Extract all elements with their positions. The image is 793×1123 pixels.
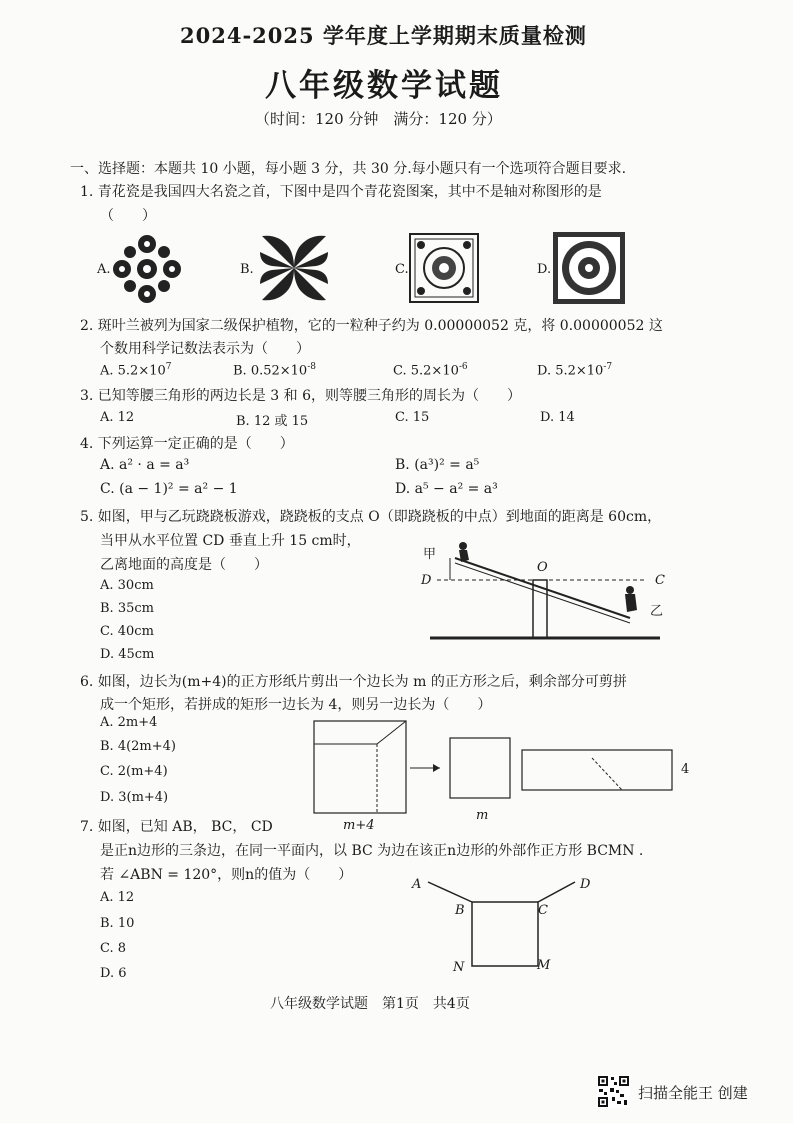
q5-option-b: B. 35cm xyxy=(100,601,154,616)
q7-label-a: A xyxy=(412,877,422,892)
q4-option-d: D. a⁵ − a² = a³ xyxy=(395,481,498,497)
q2-stem-line1: 2. 斑叶兰被列为国家二级保护植物，它的一粒种子约为 0.00000052 克，将 0.00000052 这 xyxy=(80,318,663,334)
q1-paren: （ ） xyxy=(100,208,156,224)
q7-label-d: D xyxy=(580,877,591,892)
q4-stem: 4. 下列运算一定正确的是（ ） xyxy=(80,436,294,452)
q3-option-d: D. 14 xyxy=(540,410,575,425)
q1-option-b-label: B. xyxy=(240,262,254,277)
q5-label-c: C xyxy=(655,573,665,588)
q1-pattern-c xyxy=(409,233,479,303)
section-heading: 一、选择题：本题共 10 小题，每小题 3 分，共 30 分.每小题只有一个选项符合题目要求. xyxy=(70,161,627,177)
q4-option-a: A. a² · a = a³ xyxy=(100,457,190,473)
q6-label-4: 4 xyxy=(681,762,690,777)
q2-option-c: C. $5.2\times 10^{-6}$ xyxy=(393,362,468,379)
q7-stem-line2: 是正n边形的三条边，在同一平面内，以 BC 为边在该正n边形的外部作正方形 BCMN . xyxy=(100,843,644,859)
q7-label-c: C xyxy=(538,903,548,918)
q2-option-d: D. $5.2\times 10^{-7}$ xyxy=(537,362,613,379)
q7-label-n: N xyxy=(453,960,465,975)
q3-option-b: B. 12 或 15 xyxy=(236,414,309,429)
q6-option-b: B. 4(2m+4) xyxy=(100,739,176,754)
q5-seesaw-figure xyxy=(415,540,675,655)
q7-option-b: B. 10 xyxy=(100,916,135,931)
q5-label-yi: 乙 xyxy=(650,604,664,619)
q5-stem-line3: 乙离地面的高度是（ ） xyxy=(100,557,268,573)
q6-stem-line2: 成一个矩形，若拼成的矩形一边长为 4，则另一边长为（ ） xyxy=(100,697,492,713)
q5-label-o: O xyxy=(537,560,548,575)
q2-option-b: B. $0.52\times 10^{-8}$ xyxy=(233,362,316,379)
q1-pattern-d xyxy=(553,232,625,304)
q1-pattern-a xyxy=(110,230,184,308)
q6-label-m4: m+4 xyxy=(343,818,375,833)
q7-stem-line1: 7. 如图，已知 AB， BC， CD xyxy=(80,819,273,835)
q1-option-c-label: C. xyxy=(395,262,409,277)
q7-option-d: D. 6 xyxy=(100,966,127,981)
q7-option-c: C. 8 xyxy=(100,941,127,956)
q5-label-d: D xyxy=(421,573,432,588)
q6-option-a: A. 2m+4 xyxy=(100,715,158,730)
q5-option-c: C. 40cm xyxy=(100,624,154,639)
q7-stem-line3: 若 ∠ABN = 120°，则n的值为（ ） xyxy=(100,867,353,883)
q3-option-c: C. 15 xyxy=(395,410,430,425)
q6-option-d: D. 3(m+4) xyxy=(100,790,169,805)
qr-code-icon xyxy=(597,1075,630,1108)
page-footer: 八年级数学试题 第1页 共4页 xyxy=(270,996,470,1012)
q2-stem-line2: 个数用科学记数法表示为（ ） xyxy=(100,341,310,357)
q7-label-b: B xyxy=(455,903,465,918)
q1-pattern-b xyxy=(258,232,330,304)
q5-label-jia: 甲 xyxy=(423,547,437,562)
q3-stem: 3. 已知等腰三角形的两边长是 3 和 6，则等腰三角形的周长为（ ） xyxy=(80,388,521,404)
q5-option-a: A. 30cm xyxy=(100,578,154,593)
q7-polygon-figure xyxy=(410,872,590,972)
q1-option-d-label: D. xyxy=(537,262,552,277)
q7-option-a: A. 12 xyxy=(100,890,135,905)
exam-title: 2024-2025 学年度上学期期末质量检测 xyxy=(180,23,587,48)
q6-squares-figure xyxy=(310,718,690,818)
q7-label-m: M xyxy=(537,958,551,973)
q4-option-c: C. (a − 1)² = a² − 1 xyxy=(100,481,238,497)
subject-title: 八年级数学试题 xyxy=(265,68,503,104)
time-info: （时间：120 分钟 满分：120 分） xyxy=(255,110,502,128)
q1-stem: 1. 青花瓷是我国四大名瓷之首，下图中是四个青花瓷图案，其中不是轴对称图形的是 xyxy=(80,184,602,200)
q5-stem-line2: 当甲从水平位置 CD 垂直上升 15 cm时， xyxy=(100,533,361,549)
scanner-watermark: 扫描全能王 创建 xyxy=(638,1084,748,1102)
q2-option-a: A. $5.2\times 10^7$ xyxy=(100,362,172,379)
q6-label-m: m xyxy=(476,808,489,823)
q3-option-a: A. 12 xyxy=(100,410,135,425)
q1-option-a-label: A. xyxy=(97,262,111,277)
q5-stem-line1: 5. 如图，甲与乙玩跷跷板游戏，跷跷板的支点 O（即跷跷板的中点）到地面的距离是 60cm， xyxy=(80,509,662,525)
q4-option-b: B. (a³)² = a⁵ xyxy=(395,457,480,473)
q5-option-d: D. 45cm xyxy=(100,647,155,662)
q6-option-c: C. 2(m+4) xyxy=(100,764,168,779)
q6-stem-line1: 6. 如图，边长为(m+4)的正方形纸片剪出一个边长为 m 的正方形之后，剩余部分可剪拼 xyxy=(80,674,627,690)
